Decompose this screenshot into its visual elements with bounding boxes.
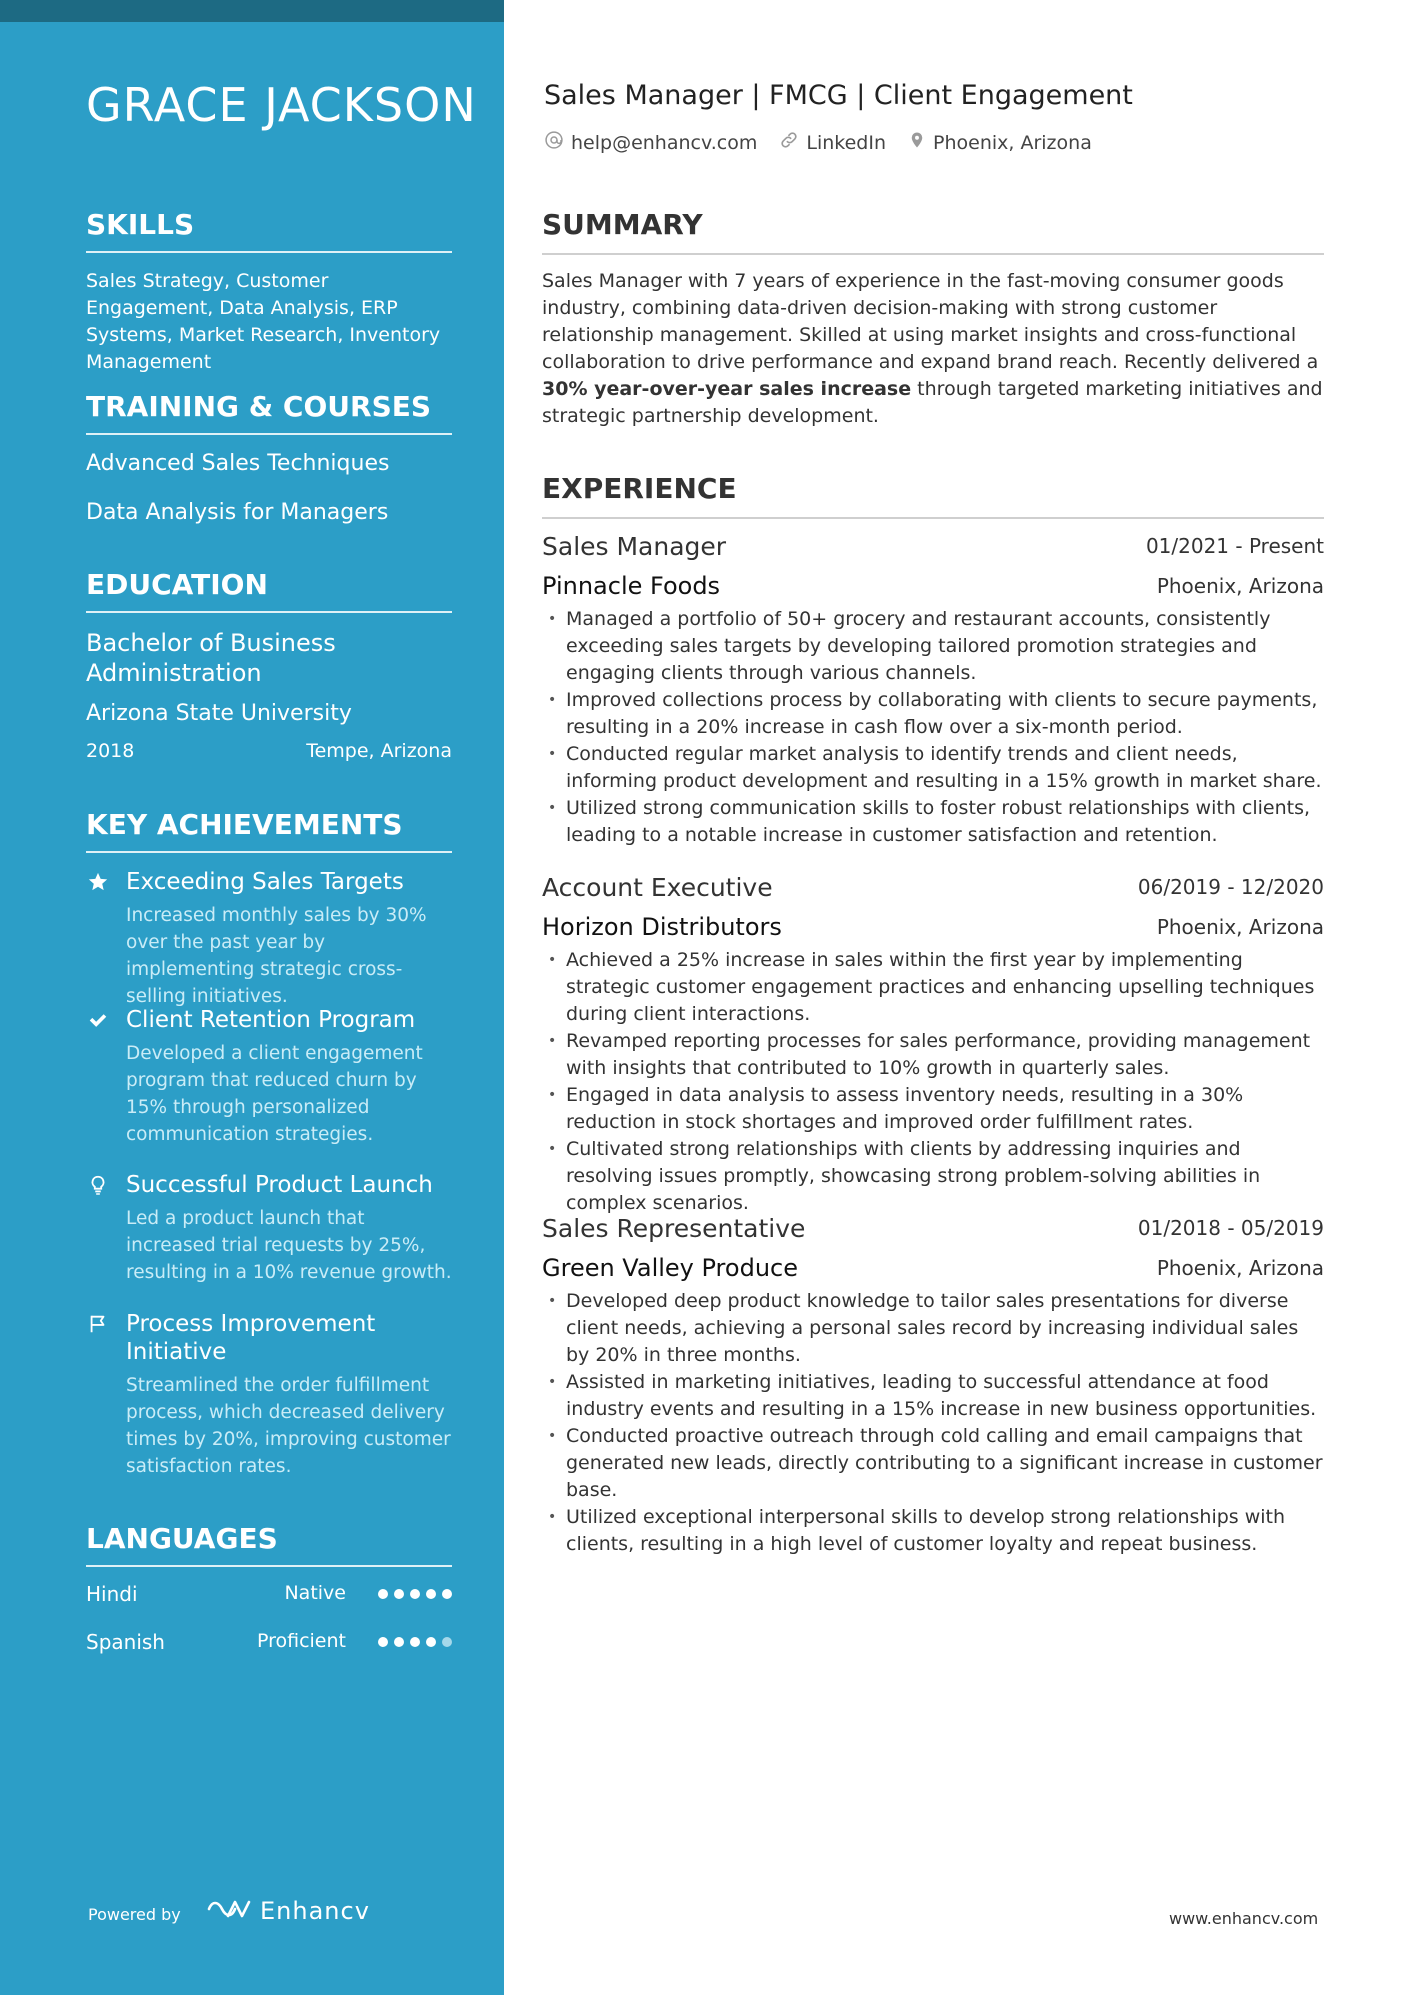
- job-bullet: • Cultivated strong relationships with clients by addressing inquiries and resolving issues promptly, showcasing strong problem-solving abilities in complex scenarios.: [542, 1136, 1324, 1217]
- job-bullet: • Engaged in data analysis to assess inventory needs, resulting in a 30% reduction in stock shortages and improved order fulfillment rates.: [542, 1082, 1324, 1136]
- location-pin-icon: [908, 130, 926, 155]
- job-dates: 01/2018 - 05/2019: [1137, 1216, 1324, 1240]
- summary-highlight: 30% year-over-year sales increase: [542, 378, 912, 400]
- education-year: 2018: [86, 740, 135, 762]
- job-bullet: • Achieved a 25% increase in sales within the first year by implementing strategic customer engagement practices and enhancing upselling techniques during client interactions.: [542, 947, 1324, 1028]
- enhancv-brand-name: Enhancv: [260, 1897, 370, 1925]
- rating-dot-filled: [378, 1589, 388, 1599]
- rating-dot-filled: [394, 1589, 404, 1599]
- achievement-description: Streamlined the order fulfillment process, which decreased delivery times by 20%, improving customer satisfaction rates.: [126, 1375, 451, 1477]
- achievement-description: Led a product launch that increased trial requests by 25%, resulting in a 10% revenue growth.: [126, 1208, 452, 1283]
- flag-icon: [86, 1312, 110, 1336]
- job-company: Horizon Distributors: [542, 913, 782, 941]
- achievement-title: Client Retention Program: [126, 1007, 416, 1033]
- headline: Sales Manager | FMCG | Client Engagement: [544, 80, 1133, 111]
- location-contact: [908, 130, 1092, 155]
- star-icon: [86, 870, 110, 894]
- link-icon: [779, 130, 799, 155]
- language-row: [86, 1630, 452, 1660]
- job-bullets: [542, 947, 1324, 1217]
- sidebar-top-bar: [0, 0, 504, 22]
- linkedin-text: LinkedIn: [806, 131, 887, 154]
- job-company: Green Valley Produce: [542, 1254, 798, 1282]
- rating-dot-filled: [442, 1589, 452, 1599]
- course-item: Data Analysis for Managers: [86, 500, 389, 525]
- job-dates: 06/2019 - 12/2020: [1137, 875, 1324, 899]
- summary-text: [542, 268, 1324, 430]
- job-bullets: [542, 606, 1324, 849]
- skills-list: Sales Strategy, Customer Engagement, Data Analysis, ERP Systems, Market Research, Inventory Management: [86, 270, 441, 373]
- language-name: Hindi: [86, 1582, 138, 1606]
- achievement-description: Increased monthly sales by 30% over the past year by implementing strategic cross-selling initiatives.: [126, 905, 427, 1007]
- sidebar: [0, 0, 504, 1995]
- check-icon: [86, 1008, 110, 1032]
- candidate-name: GRACE JACKSON: [86, 78, 477, 132]
- languages-heading: LANGUAGES: [86, 1522, 452, 1567]
- rating-dot-filled: [426, 1637, 436, 1647]
- course-item: Advanced Sales Techniques: [86, 451, 390, 476]
- education-school: Arizona State University: [86, 701, 352, 726]
- language-level: Native: [284, 1582, 346, 1604]
- lightbulb-icon: [86, 1173, 110, 1197]
- job-company: Pinnacle Foods: [542, 572, 721, 600]
- job-location: Phoenix, Arizona: [1156, 915, 1324, 939]
- summary-text-start: Sales Manager with 7 years of experience in the fast-moving consumer goods industry, combining data-driven decision-making with strong customer relationship management. Skilled at using market insights and cross-functional collaboration to drive performance and expand brand reach. Recently delivered a: [542, 270, 1319, 373]
- email-contact[interactable]: [544, 130, 757, 155]
- job-title: Sales Manager: [542, 532, 727, 561]
- rating-dot-filled: [394, 1637, 404, 1647]
- job-bullets: [542, 1288, 1324, 1558]
- achievement-title: Process Improvement Initiative: [126, 1311, 376, 1365]
- language-name: Spanish: [86, 1630, 165, 1654]
- job-title: Account Executive: [542, 873, 773, 902]
- contact-bar: [544, 130, 1114, 155]
- language-row: [86, 1582, 452, 1612]
- job-location: Phoenix, Arizona: [1156, 1256, 1324, 1280]
- linkedin-contact[interactable]: [779, 130, 886, 155]
- language-rating: [378, 1589, 452, 1599]
- summary-heading: SUMMARY: [542, 208, 1324, 255]
- website-link[interactable]: www.enhancv.com: [1169, 1909, 1319, 1928]
- job-location: Phoenix, Arizona: [1156, 574, 1324, 598]
- education-location: Tempe, Arizona: [306, 740, 452, 762]
- job-bullet: • Utilized strong communication skills to foster robust relationships with clients, leading to a notable increase in customer satisfaction and retention.: [542, 795, 1324, 849]
- skills-heading: SKILLS: [86, 208, 452, 253]
- job-bullet: • Revamped reporting processes for sales performance, providing management with insights that contributed to 10% growth in quarterly sales.: [542, 1028, 1324, 1082]
- rating-dot-empty: [442, 1637, 452, 1647]
- summary-text-end: through targeted marketing initiatives and strategic partnership development.: [542, 378, 1323, 427]
- achievements-heading: KEY ACHIEVEMENTS: [86, 808, 452, 853]
- education-degree: Bachelor of Business Administration: [86, 629, 336, 687]
- experience-heading: EXPERIENCE: [542, 472, 1324, 519]
- at-icon: [544, 130, 564, 155]
- job-bullet: • Assisted in marketing initiatives, leading to successful attendance at food industry events and resulting in a 15% increase in new business opportunities.: [542, 1369, 1324, 1423]
- achievement-title: Exceeding Sales Targets: [126, 869, 404, 895]
- enhancv-brand[interactable]: [206, 1896, 370, 1926]
- rating-dot-filled: [410, 1637, 420, 1647]
- training-heading: TRAINING & COURSES: [86, 390, 452, 435]
- achievement-description: Developed a client engagement program that reduced churn by 15% through personalized communication strategies.: [126, 1043, 423, 1145]
- job-bullet: • Managed a portfolio of 50+ grocery and restaurant accounts, consistently exceeding sales targets by developing tailored promotion strategies and engaging clients through various channels.: [542, 606, 1324, 687]
- achievement-title: Successful Product Launch: [126, 1172, 433, 1198]
- job-bullet: • Conducted proactive outreach through cold calling and email campaigns that generated new leads, directly contributing to a significant increase in customer base.: [542, 1423, 1324, 1504]
- rating-dot-filled: [426, 1589, 436, 1599]
- job-bullet: • Developed deep product knowledge to tailor sales presentations for diverse client needs, achieving a personal sales record by increasing individual sales by 20% in three months.: [542, 1288, 1324, 1369]
- email-text: help@enhancv.com: [571, 131, 758, 154]
- education-heading: EDUCATION: [86, 568, 452, 613]
- language-rating: [378, 1637, 452, 1647]
- enhancv-logo-icon: [206, 1896, 252, 1926]
- job-title: Sales Representative: [542, 1214, 806, 1243]
- rating-dot-filled: [410, 1589, 420, 1599]
- job-bullet: • Improved collections process by collaborating with clients to secure payments, resulting in a 20% increase in cash flow over a six-month period.: [542, 687, 1324, 741]
- job-bullet: • Utilized exceptional interpersonal skills to develop strong relationships with clients, resulting in a high level of customer loyalty and repeat business.: [542, 1504, 1324, 1558]
- language-level: Proficient: [256, 1630, 346, 1652]
- location-text: Phoenix, Arizona: [933, 131, 1092, 154]
- job-dates: 01/2021 - Present: [1145, 534, 1324, 558]
- rating-dot-filled: [378, 1637, 388, 1647]
- job-bullet: • Conducted regular market analysis to identify trends and client needs, informing product development and resulting in a 15% growth in market share.: [542, 741, 1324, 795]
- powered-by-label: Powered by: [88, 1905, 181, 1924]
- main-content: [542, 0, 1324, 1995]
